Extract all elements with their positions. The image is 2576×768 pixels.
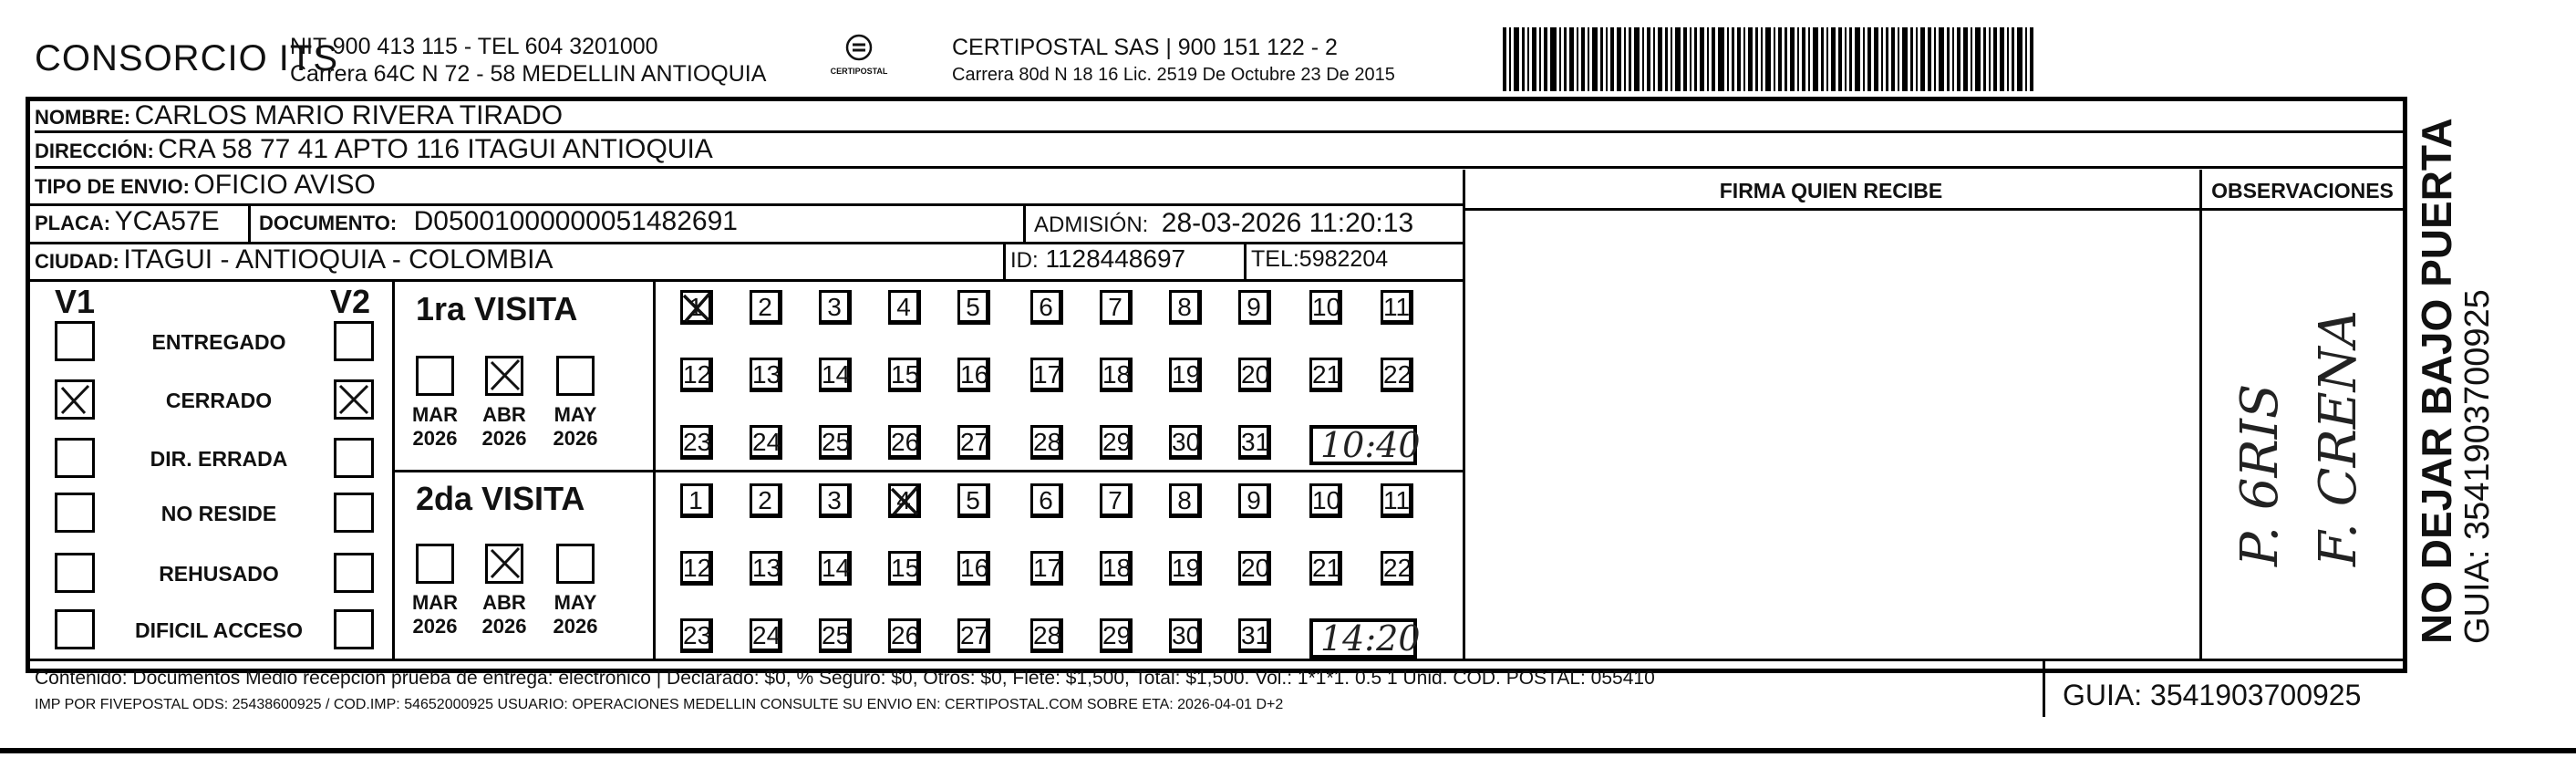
month-label [408,591,462,638]
day-box[interactable]: 23 [680,618,713,653]
day-box[interactable]: 9 [1238,290,1271,325]
month-checkbox[interactable] [485,544,523,584]
certipostal-address: Carrera 80d N 18 16 Lic. 2519 De Octubre 23 De 2015 [952,65,1395,85]
day-box[interactable]: 1 [680,290,713,325]
admision-value: 28-03-2026 11:20:13 [1161,208,1414,238]
day-box[interactable]: 10 [1309,483,1342,518]
id-label: ID: [1010,248,1039,273]
v2-checkbox[interactable] [334,553,374,593]
day-box[interactable]: 31 [1238,425,1271,460]
row-nombre [35,100,2405,133]
visit1-title: 1ra VISITA [416,290,578,327]
day-box[interactable]: 26 [888,425,921,460]
day-box[interactable]: 16 [957,358,990,392]
documento-label: DOCUMENTO: [259,212,398,234]
v1-header: V1 [55,283,96,320]
footer-content: Contenido: Documentos Medio recepción prueba de entrega: electrónico | Declarado: $0, % Seguro: $0, Otros: $0, Flete: $1,500, Total: $1,500. Vol.: 1*1*1. 0.5 1 Unid. COD. POSTAL: 055410 [35,668,1655,689]
day-box[interactable]: 12 [680,358,713,392]
x-mark-icon [680,290,713,325]
day-box[interactable]: 11 [1381,483,1413,518]
day-box[interactable]: 4 [888,483,921,518]
x-mark-icon [488,358,521,393]
x-mark-icon [336,382,371,417]
month-label [548,591,603,638]
day-box[interactable]: 17 [1030,358,1063,392]
day-box[interactable]: 18 [1100,358,1133,392]
v1-checkbox[interactable] [55,321,95,361]
day-box[interactable]: 14 [819,358,852,392]
month-year: 2026 [412,427,458,450]
day-box[interactable]: 8 [1169,290,1202,325]
day-box[interactable]: 7 [1100,483,1133,518]
month-name: MAY [553,591,597,614]
day-box[interactable]: 15 [888,358,921,392]
tipo-label: TIPO DE ENVIO: [35,175,190,198]
day-box[interactable]: 14 [819,551,852,586]
month-checkbox[interactable] [556,544,595,584]
v1-checkbox[interactable] [55,438,95,478]
month-name: MAR [411,591,459,614]
x-mark-icon [488,546,521,581]
placa-value: YCA57E [114,206,220,236]
month-checkbox[interactable] [556,356,595,396]
v2-checkbox[interactable] [334,321,374,361]
day-box[interactable]: 19 [1169,358,1202,392]
month-year: 2026 [412,615,458,638]
day-box[interactable]: 29 [1100,425,1133,460]
month-label [477,403,532,451]
month-name: MAY [553,403,597,426]
v2-checkbox[interactable] [334,493,374,533]
day-box[interactable]: 28 [1030,618,1063,653]
month-checkbox[interactable] [416,356,454,396]
day-box[interactable]: 31 [1238,618,1271,653]
month-year: 2026 [481,427,527,450]
company-name: CONSORCIO ITS [35,38,339,78]
day-box[interactable]: 22 [1381,358,1413,392]
v1-checkbox[interactable] [55,493,95,533]
company-info [290,33,766,88]
day-box[interactable]: 17 [1030,551,1063,586]
observaciones-note-2: F. CRENA [2309,309,2368,566]
v2-checkbox[interactable] [334,379,374,420]
day-box[interactable]: 9 [1238,483,1271,518]
day-box[interactable]: 5 [957,483,990,518]
day-box[interactable]: 22 [1381,551,1413,586]
v1-checkbox[interactable] [55,553,95,593]
tipo-value: OFICIO AVISO [193,170,376,200]
tel-field [1251,246,1388,273]
day-box[interactable]: 6 [1030,290,1063,325]
day-box[interactable]: 29 [1100,618,1133,653]
v2-header: V2 [330,283,371,320]
id-field [1010,244,1185,274]
certipostal-name: CERTIPOSTAL SAS | 900 151 122 - 2 [952,35,1338,60]
observaciones-header: OBSERVACIONES [2211,179,2394,202]
tel-value: 5982204 [1298,246,1389,272]
day-box[interactable]: 12 [680,551,713,586]
month-name: ABR [482,591,526,614]
logo-icon [843,33,875,62]
status-label: ENTREGADO [151,330,286,354]
day-box[interactable]: 28 [1030,425,1063,460]
day-box[interactable]: 13 [750,358,782,392]
month-checkbox[interactable] [485,356,523,396]
status-label: CERRADO [165,389,273,412]
ciudad-value: ITAGUI - ANTIOQUIA - COLOMBIA [123,244,553,275]
day-box[interactable]: 25 [819,425,852,460]
day-box[interactable]: 11 [1381,290,1413,325]
day-box[interactable]: 25 [819,618,852,653]
day-box[interactable]: 24 [750,618,782,653]
day-box[interactable]: 6 [1030,483,1063,518]
day-box[interactable]: 1 [680,483,713,518]
certipostal-logo: CERTIPOSTAL [828,33,890,86]
month-name: MAR [411,403,459,426]
observaciones-area [2203,211,2402,658]
day-box[interactable]: 24 [750,425,782,460]
day-box[interactable]: 16 [957,551,990,586]
month-year: 2026 [553,427,598,450]
month-label [408,403,462,451]
direccion-value: CRA 58 77 41 APTO 116 ITAGUI ANTIOQUIA [158,134,713,164]
month-label [477,591,532,638]
company-nit: NIT 900 413 115 - TEL 604 3201000 [290,34,658,59]
day-box[interactable]: 2 [750,290,782,325]
day-box[interactable]: 21 [1309,551,1342,586]
certipostal-info [952,35,1395,86]
day-box[interactable]: 27 [957,618,990,653]
v1-checkbox[interactable] [55,609,95,649]
handwritten-time: 14:20 [1320,618,1421,659]
observaciones-note-1: P. 6RIS [2230,383,2290,566]
day-box[interactable]: 26 [888,618,921,653]
status-label: DIR. ERRADA [150,447,288,471]
footer-guia: GUIA: 3541903700925 [2063,679,2362,711]
day-box[interactable]: 3 [819,483,852,518]
day-box[interactable]: 13 [750,551,782,586]
admision-field [1034,208,1413,239]
footer-imp: IMP POR FIVEPOSTAL ODS: 25438600925 / COD.IMP: 54652000925 USUARIO: OPERACIONES MEDELLIN CONSULTE SU ENVIO EN: CERTIPOSTAL.COM SOBRE ETA: 2026-04-01 D+2 [35,697,1284,712]
day-box[interactable]: 8 [1169,483,1202,518]
day-box[interactable]: 23 [680,425,713,460]
x-mark-icon [57,382,92,417]
day-box[interactable]: 18 [1100,551,1133,586]
time-box[interactable] [1309,425,1421,465]
day-box[interactable]: 19 [1169,551,1202,586]
day-box[interactable]: 20 [1238,551,1271,586]
row-placa [35,206,220,243]
side-labels [2415,118,2497,644]
status-label: REHUSADO [159,562,279,586]
documento-field [259,206,738,237]
visit2-title: 2da VISITA [416,480,585,517]
day-box[interactable]: 5 [957,290,990,325]
month-year: 2026 [481,615,527,638]
day-box[interactable]: 30 [1169,618,1202,653]
day-box[interactable]: 4 [888,290,921,325]
handwritten-time: 10:40 [1320,425,1421,465]
month-name: ABR [482,403,526,426]
status-label: DIFICIL ACCESO [134,618,303,642]
day-box[interactable]: 30 [1169,425,1202,460]
ciudad-label: CIUDAD: [35,250,119,273]
v2-checkbox[interactable] [334,609,374,649]
day-box[interactable]: 20 [1238,358,1271,392]
day-box[interactable]: 21 [1309,358,1342,392]
nombre-value: CARLOS MARIO RIVERA TIRADO [134,100,564,130]
firma-header: FIRMA QUIEN RECIBE [1719,179,1943,202]
day-box[interactable]: 10 [1309,290,1342,325]
time-box[interactable] [1309,618,1421,659]
row-direccion [35,134,2405,169]
v2-checkbox[interactable] [334,438,374,478]
placa-label: PLACA: [35,212,111,234]
company-address: Carrera 64C N 72 - 58 MEDELLIN ANTIOQUIA [290,61,767,87]
day-box[interactable]: 7 [1100,290,1133,325]
signature-area [1466,211,2196,658]
side-guia: GUIA: 3541903700925 [2458,289,2497,644]
side-warning: NO DEJAR BAJO PUERTA [2413,118,2460,644]
admision-label: ADMISIÓN: [1034,213,1149,237]
month-checkbox[interactable] [416,544,454,584]
row-tipo [35,170,1462,202]
status-label: NO RESIDE [160,502,277,525]
tel-label: TEL: [1251,246,1299,272]
v1-checkbox[interactable] [55,379,95,420]
x-mark-icon [888,483,921,518]
ciudad-field [35,244,553,275]
nombre-label: NOMBRE: [35,106,131,129]
direccion-label: DIRECCIÓN: [35,140,154,162]
barcode [1503,27,2232,91]
day-box[interactable]: 2 [750,483,782,518]
month-label [548,403,603,451]
id-value: 1128448697 [1045,244,1186,273]
day-box[interactable]: 3 [819,290,852,325]
day-box[interactable]: 27 [957,425,990,460]
documento-value: D05001000000051482691 [413,206,738,236]
day-box[interactable]: 15 [888,551,921,586]
month-year: 2026 [553,615,598,638]
